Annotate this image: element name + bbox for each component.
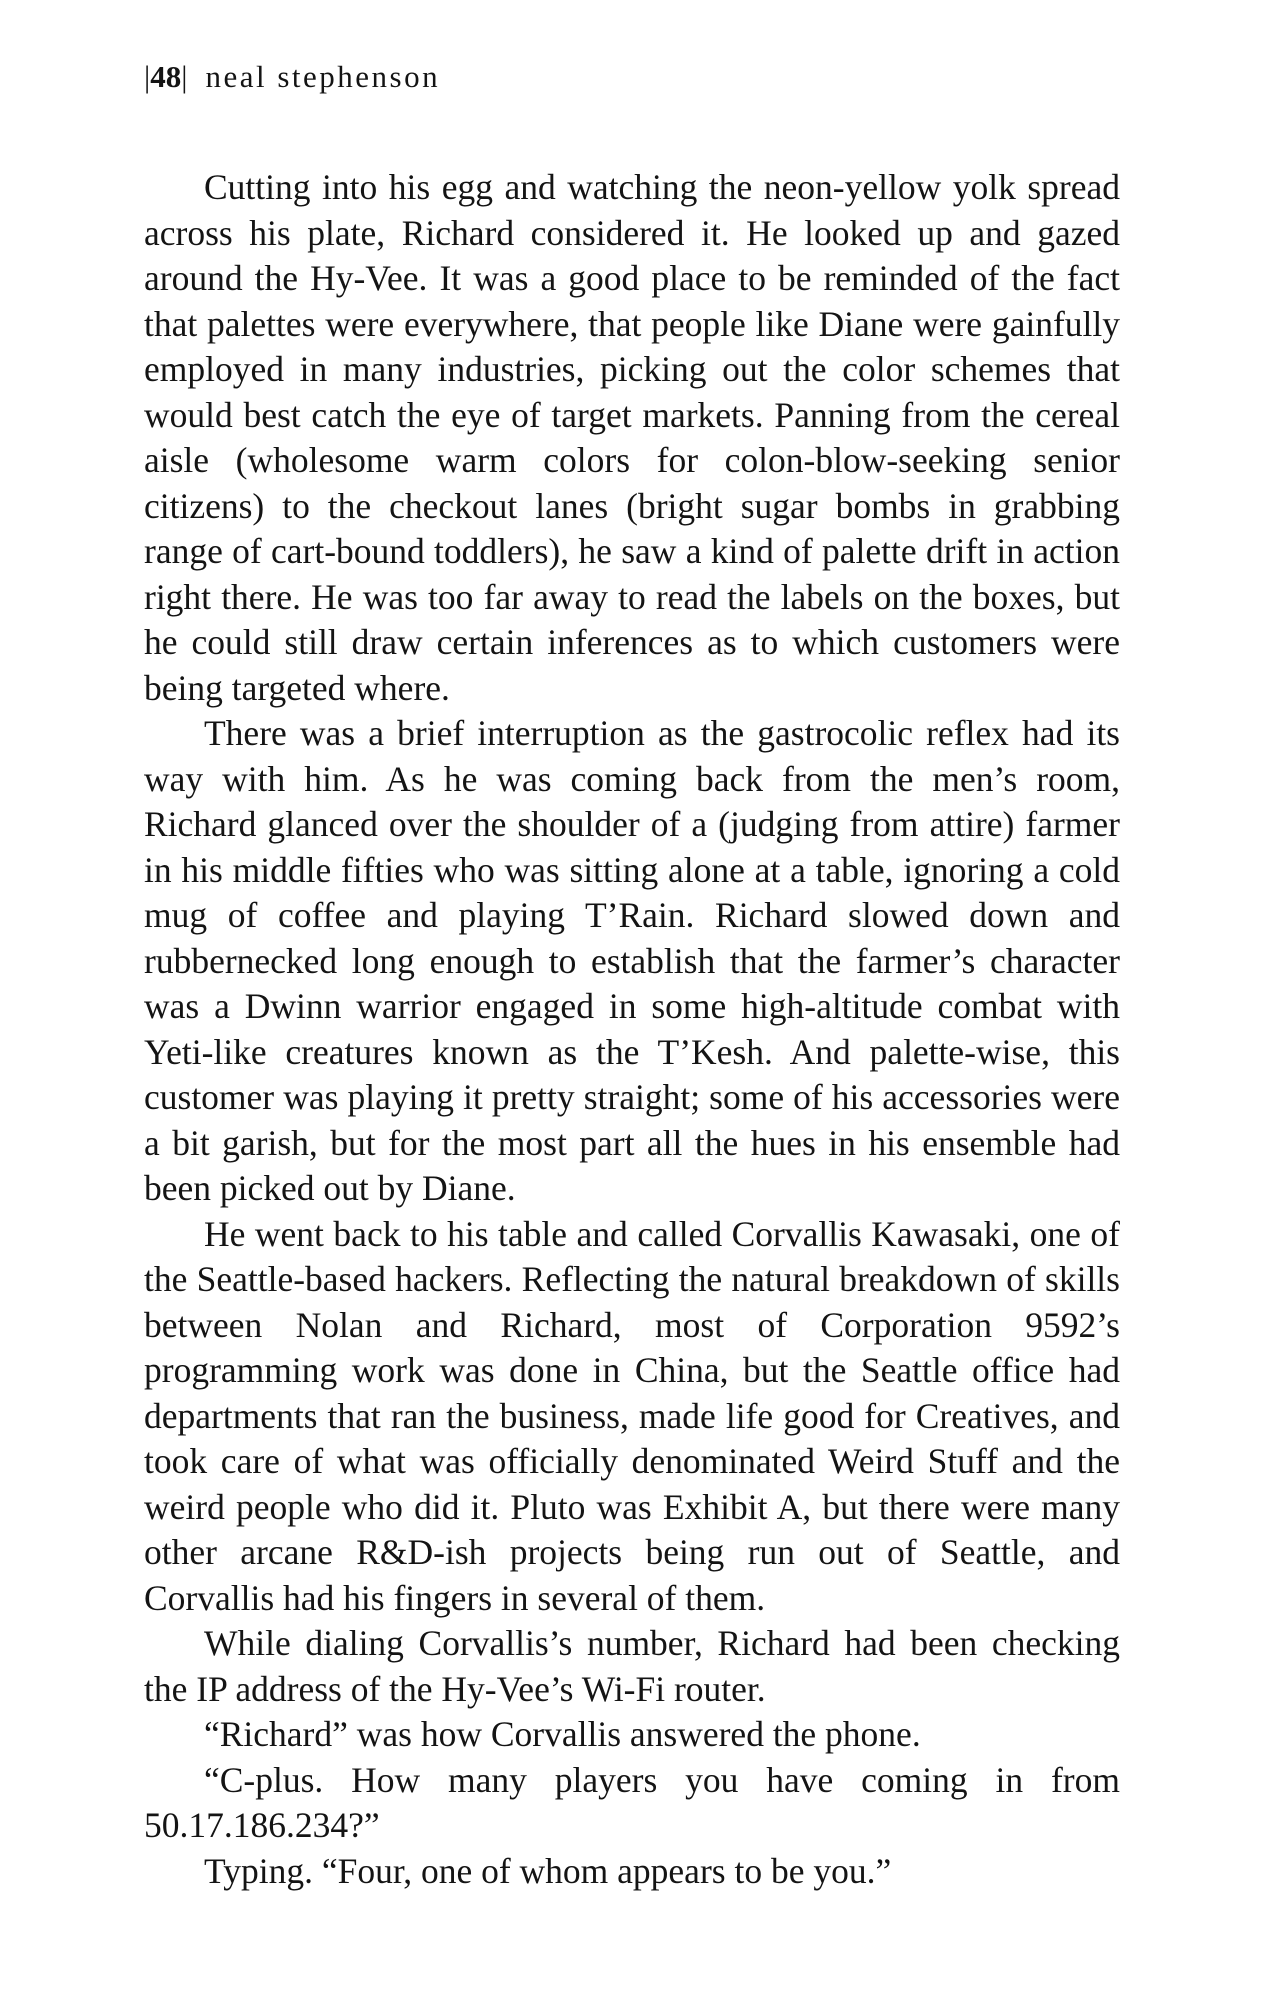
- paragraph: He went back to his table and called Corvallis Kawasaki, one of the Seattle-based hackers. Reflecting the natural breakdown of skills between Nolan and Richard, most of Corporation 9592’s programming work was done in China, but the Seattle office had departments that ran the business, made life good for Creatives, and took care of what was officially denominated Weird Stuff and the weird people who did it. Pluto was Exhibit A, but there were many other arcane R&D-ish projects being run out of Seattle, and Corvallis had his fingers in several of them.: [144, 1213, 1120, 1618]
- body-text: [144, 165, 1120, 1894]
- running-header: |48| neal stephenson: [144, 59, 441, 94]
- paragraph: Cutting into his egg and watching the neon-yellow yolk spread across his plate, Richard considered it. He looked up and gazed around the Hy-Vee. It was a good place to be reminded of the fact that palettes were everywhere, that people like Diane were gainfully employed in many industries, picking out the color schemes that would best catch the eye of target markets. Panning from the cereal aisle (wholesome warm colors for colon-blow-seeking senior citizens) to the checkout lanes (bright sugar bombs in grabbing range of cart-bound toddlers), he saw a kind of palette drift in action right there. He was too far away to read the labels on the boxes, but he could still draw certain inferences as to which customers were being targeted where.: [144, 167, 1120, 708]
- paragraph: While dialing Corvallis’s number, Richard had been checking the IP address of the Hy-Vee’s Wi-Fi router.: [144, 1623, 1120, 1709]
- paragraph: “Richard” was how Corvallis answered the phone.: [204, 1714, 921, 1754]
- paragraph: Typing. “Four, one of whom appears to be you.”: [204, 1850, 892, 1891]
- paragraph: There was a brief interruption as the gastrocolic reflex had its way with him. As he was coming back from the men’s room, Richard glanced over the shoulder of a (judging from attire) farmer in his middle fifties who was sitting alone at a table, ignoring a cold mug of coffee and playing T’Rain. Richard slowed down and rubbernecked long enough to establish that the farmer’s character was a Dwinn warrior engaged in some high-altitude combat with Yeti-like creatures known as the T’Kesh. And palette-wise, this customer was playing it pretty straight; some of his accessories were a bit garish, but for the most part all the hues in his ensemble had been picked out by Diane.: [144, 713, 1120, 1208]
- page-number: 48: [150, 59, 182, 94]
- running-head-author: neal stephenson: [205, 59, 441, 94]
- paragraph: “C-plus. How many players you have coming in from 50.17.186.234?”: [144, 1759, 1120, 1845]
